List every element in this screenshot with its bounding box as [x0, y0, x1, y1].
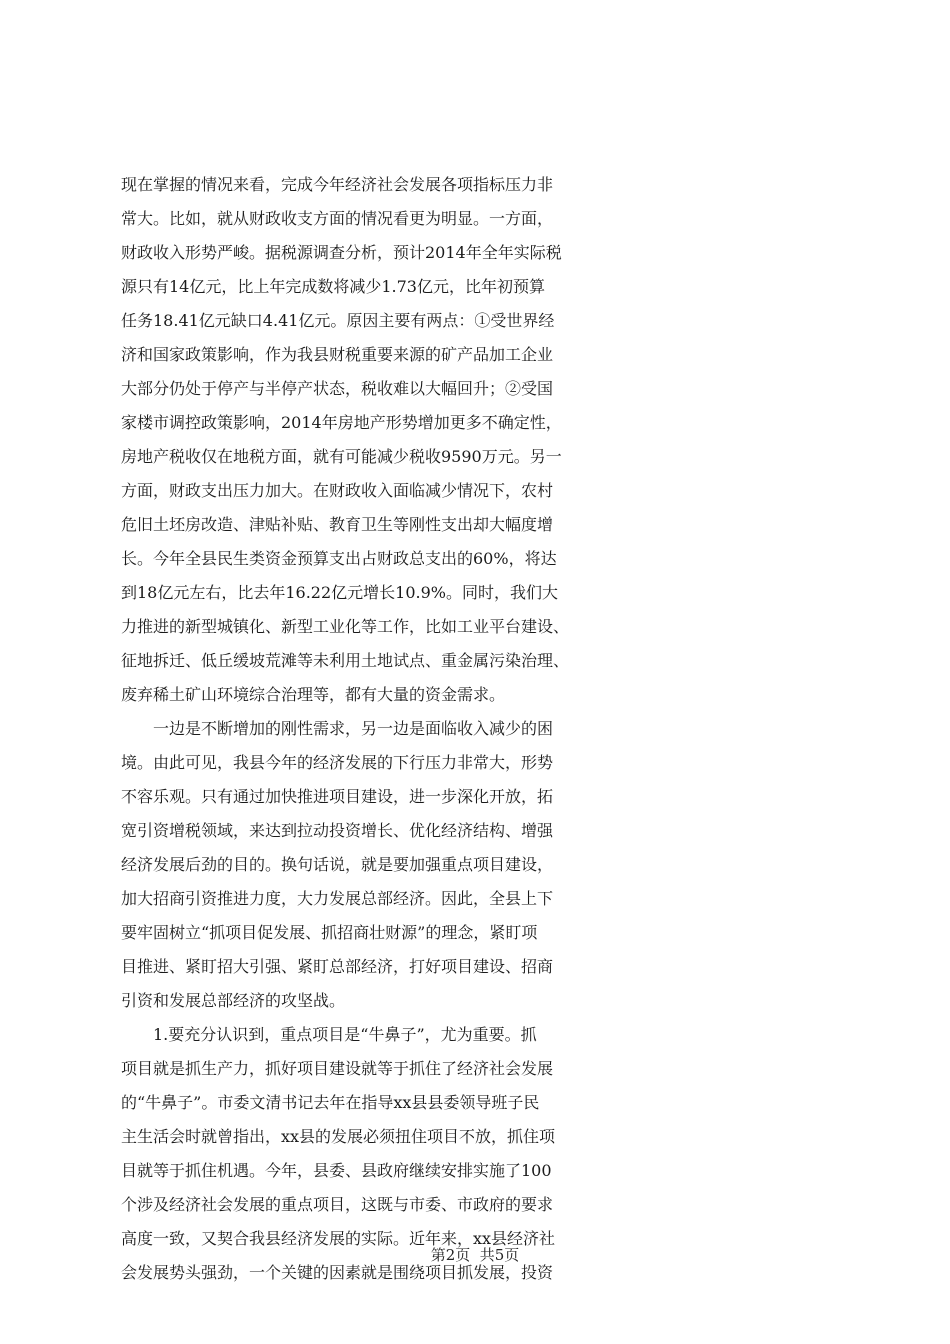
- text-line: 高度一致，又契合我县经济发展的实际。近年来，xx县经济社: [121, 1229, 556, 1248]
- text-line: 源只有14亿元，比上年完成数将减少1.73亿元，比年初预算: [121, 277, 545, 296]
- text-line: 房地产税收仅在地税方面，就有可能减少税收9590万元。另一: [121, 447, 562, 466]
- text-line: 项目就是抓生产力，抓好项目建设就等于抓住了经济社会发展: [121, 1059, 554, 1078]
- text-line: 目推进、紧盯招大引强、紧盯总部经济，打好项目建设、招商: [121, 957, 554, 976]
- page-number-footer: 第2页 共5页: [430, 1246, 520, 1264]
- text-line: 的“牛鼻子”。市委文清书记去年在指导xx县县委领导班子民: [121, 1093, 540, 1112]
- text-line: 征地拆迁、低丘缓坡荒滩等未利用土地试点、重金属污染治理、: [121, 651, 570, 670]
- text-line: 1.要充分认识到，重点项目是“牛鼻子”，尤为重要。抓: [121, 1025, 537, 1044]
- text-line: 到18亿元左右，比去年16.22亿元增长10.9%。同时，我们大: [121, 583, 558, 602]
- text-line: 废弃稀土矿山环境综合治理等，都有大量的资金需求。: [121, 685, 506, 704]
- text-line: 引资和发展总部经济的攻坚战。: [121, 991, 346, 1010]
- text-line: 财政收入形势严峻。据税源调查分析，预计2014年全年实际税: [121, 243, 562, 262]
- text-line: 个涉及经济社会发展的重点项目，这既与市委、市政府的要求: [121, 1195, 554, 1214]
- text-line: 会发展势头强劲，一个关键的因素就是围绕项目抓发展，投资: [121, 1263, 554, 1282]
- text-line: 家楼市调控政策影响，2014年房地产形势增加更多不确定性，: [121, 413, 562, 432]
- text-line: 不容乐观。只有通过加快推进项目建设，进一步深化开放，拓: [121, 787, 554, 806]
- text-line: 宽引资增税领域，来达到拉动投资增长、优化经济结构、增强: [121, 821, 554, 840]
- text-line: 境。由此可见，我县今年的经济发展的下行压力非常大，形势: [121, 753, 554, 772]
- text-line: 济和国家政策影响，作为我县财税重要来源的矿产品加工企业: [121, 345, 554, 364]
- text-line: 危旧土坯房改造、津贴补贴、教育卫生等刚性支出却大幅度增: [121, 515, 554, 534]
- text-line: 加大招商引资推进力度，大力发展总部经济。因此，全县上下: [121, 889, 554, 908]
- body-text: [121, 168, 841, 1290]
- text-line: 任务18.41亿元缺口4.41亿元。原因主要有两点：①受世界经: [121, 311, 555, 330]
- text-line: 常大。比如，就从财政收支方面的情况看更为明显。一方面，: [121, 209, 554, 228]
- text-line: 经济发展后劲的目的。换句话说，就是要加强重点项目建设，: [121, 855, 554, 874]
- text-line: 一边是不断增加的刚性需求，另一边是面临收入减少的困: [121, 719, 554, 738]
- text-line: 现在掌握的情况来看，完成今年经济社会发展各项指标压力非: [121, 175, 554, 194]
- text-line: 要牢固树立“抓项目促发展、抓招商壮财源”的理念，紧盯项: [121, 923, 538, 942]
- text-line: 主生活会时就曾指出，xx县的发展必须扭住项目不放，抓住项: [121, 1127, 556, 1146]
- text-line: 力推进的新型城镇化、新型工业化等工作，比如工业平台建设、: [121, 617, 570, 636]
- text-line: 大部分仍处于停产与半停产状态，税收难以大幅回升；②受国: [121, 379, 554, 398]
- text-line: 长。今年全县民生类资金预算支出占财政总支出的60%，将达: [121, 549, 557, 568]
- text-line: 方面，财政支出压力加大。在财政收入面临减少情况下，农村: [121, 481, 554, 500]
- text-line: 目就等于抓住机遇。今年，县委、县政府继续安排实施了100: [121, 1161, 552, 1180]
